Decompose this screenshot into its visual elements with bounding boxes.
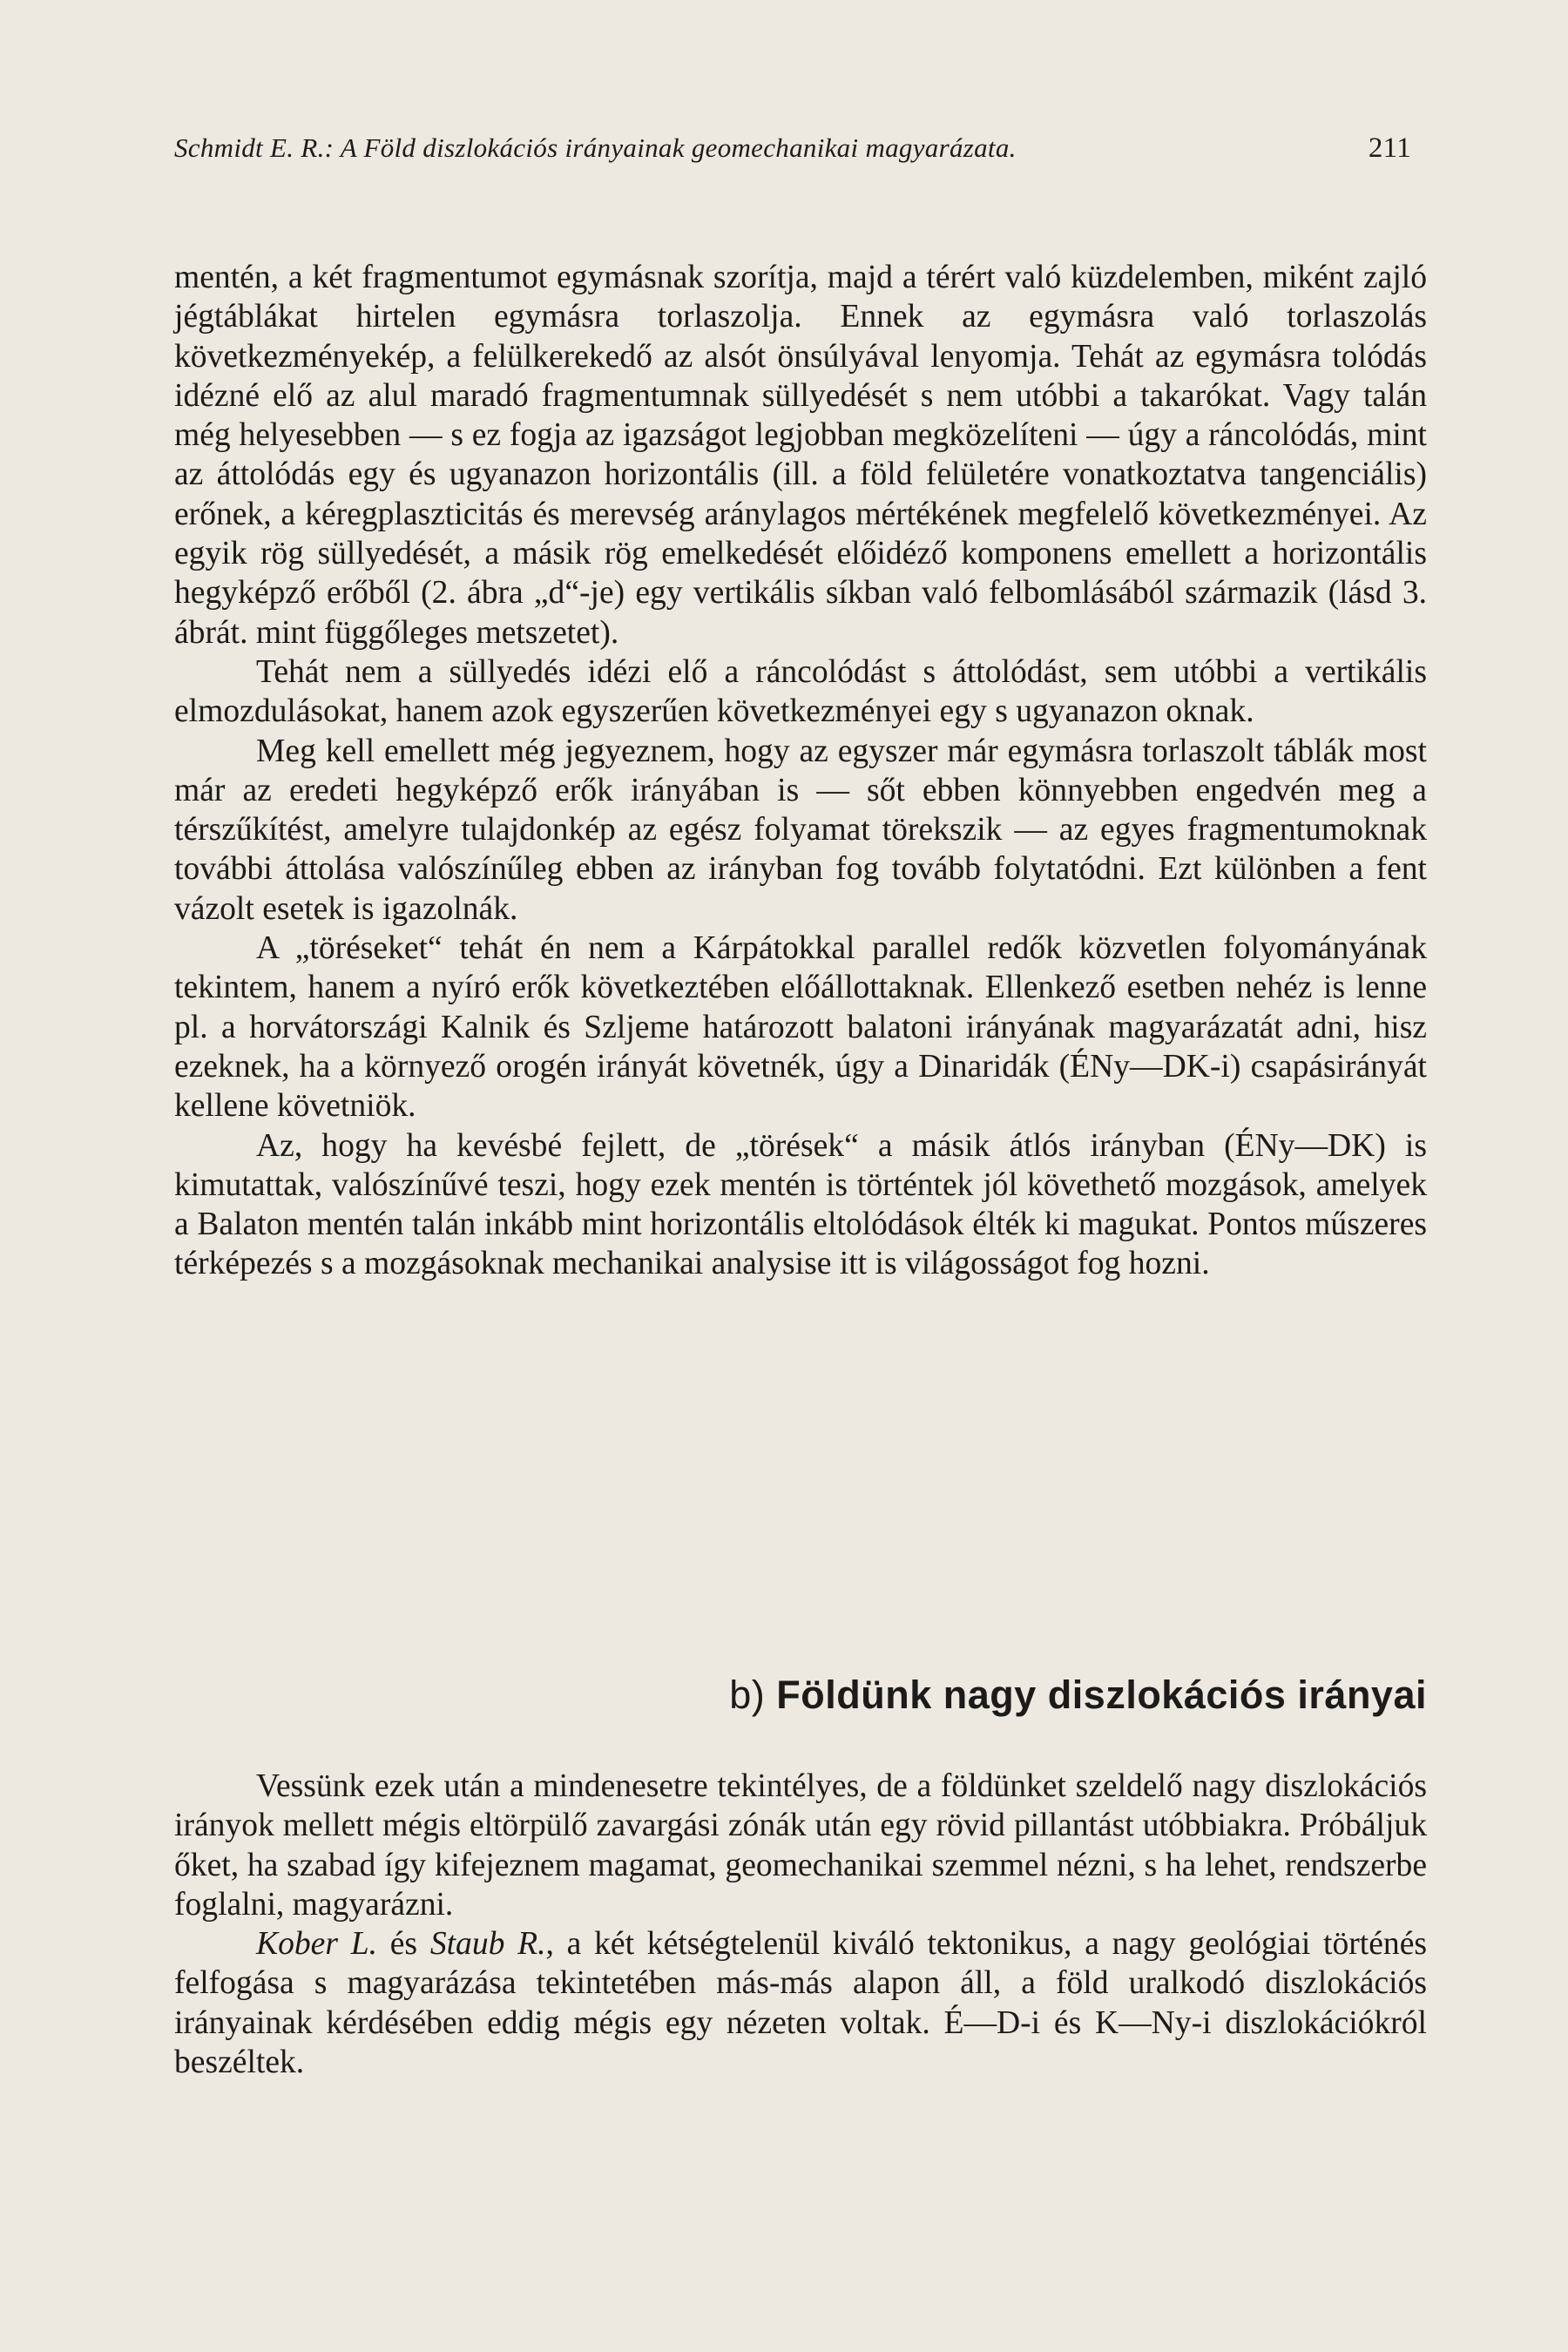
paragraph: Vessünk ezek után a mindenesetre tekintélyes, de a földünket szeldelő nagy diszlokációs irányok mellett mégis eltörpülő zavargási zónák után egy rövid pillantást utóbbiakra. Próbáljuk őket, ha szabad így kifejeznem magamat, geomechanikai szemmel nézni, s ha lehet, rendszerbe foglalni, magyarázni.	[174, 1768, 1427, 1923]
main-text-part-a	[174, 258, 1427, 1284]
paragraph-rest: , a két kétségtelenül kiváló tektonikus, a nagy geológiai történés felfogása s magyarázása tekintetében más-más alapon áll, a föld uralkodó diszlokációs irányainak kérdésében eddig mégis egy nézeten voltak. É—D-i és K—Ny-i diszlokációkról beszéltek.	[174, 1926, 1427, 2081]
section-heading	[174, 1671, 1427, 1720]
author-name: Kober L.	[256, 1926, 377, 1963]
paragraph: A „töréseket“ tehát én nem a Kárpátokkal parallel redők közvetlen folyományának tekintem, hanem a nyíró erők következtében előállottaknak. Ellenkező esetben nehéz is lenne pl. a horvátországi Kalnik és Szljeme határozott balatoni irányának magyarázatát adni, hisz ezeknek, ha a környező orogén irányát követnék, úgy a Dinaridák (ÉNy—DK-i) csapásirányát kellene követniök.	[174, 930, 1427, 1125]
running-head	[174, 132, 1411, 176]
paragraph-with-authors	[174, 1924, 1427, 2082]
running-title: Schmidt E. R.: A Föld diszlokációs irányainak geomechanikai magyarázata.	[174, 132, 1017, 163]
paragraph: Az, hogy ha kevésbé fejlett, de „törések“ a másik átlós irányban (ÉNy—DK) is kimutattak, valószínűvé teszi, hogy ezek mentén is történtek jól követhető mozgások, amelyek a Balaton mentén talán inkább mint horizontális eltolódások élték ki magukat. Pontos műszeres térképezés s a mozgásoknak mechanikai analysise itt is világosságot fog hozni.	[174, 1127, 1427, 1282]
paragraph: Tehát nem a süllyedés idézi elő a ráncolódást s áttolódást, sem utóbbi a vertikális elmozdulásokat, hanem azok egyszerűen következményei egy s ugyanazon oknak.	[174, 653, 1427, 730]
paragraph-continued: mentén, a két fragmentumot egymásnak szorítja, majd a térért való küzdelemben, miként zajló jégtáblákat hirtelen egymásra torlaszolja. Ennek az egymásra való torlaszolás következményekép, a felülkerekedő az alsót önsúlyával lenyomja. Tehát az egymásra tolódás idézné elő az alul maradó fragmentumnak süllyedését s nem utóbbi a takarókat. Vagy talán még helyesebben — s ez fogja az igazságot legjobban megközelíteni — úgy a ráncolódás, mint az áttolódás egy és ugyanazon horizontális (ill. a föld felületére vonatkoztatva tangenciális) erőnek, a kéregplaszticitás és merevség aránylagos mértékének megfelelő következményei. Az egyik rög süllyedését, a másik rög emelkedését előidéző komponens emellett a horizontális hegyképző erőből (2. ábra „d“-je) egy vertikális síkban való felbomlásából származik (lásd 3. ábrát. mint függőleges metszetet).	[174, 260, 1427, 651]
paragraph: Meg kell emellett még jegyeznem, hogy az egyszer már egymásra torlaszolt táblák most már az eredeti hegyképző erők irányában is — sőt ebben könnyebben engedvén meg a térszűkítést, amelyre tulajdonkép az egész folyamat törekszik — az egyes fragmentumoknak további áttolása valószínűleg ebben az irányban fog tovább folytatódni. Ezt különben a fent vázolt esetek is igazolnák.	[174, 733, 1427, 927]
page-number: 211	[1368, 132, 1411, 164]
main-text-part-b	[174, 1767, 1427, 2082]
author-name: Staub R.	[429, 1926, 546, 1963]
connector-text: és	[377, 1926, 430, 1963]
section-marker: b)	[729, 1673, 766, 1717]
section-title: Földünk nagy diszlokációs irányai	[776, 1673, 1427, 1717]
